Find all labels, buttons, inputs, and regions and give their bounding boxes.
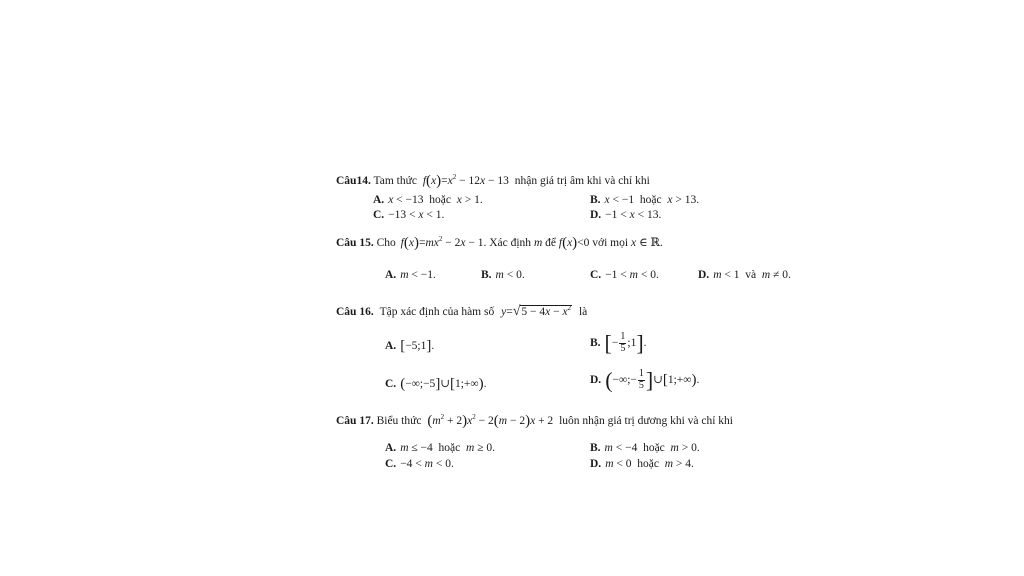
question-expression: $f(x)=x^2 - 12x - 13$ xyxy=(422,173,509,189)
option-text: −1 < m < 0. xyxy=(605,269,659,281)
question-stem: Biểu thức xyxy=(376,415,422,427)
option-key: B. xyxy=(590,336,601,349)
option-key: C. xyxy=(385,378,397,390)
option-key: D. xyxy=(590,209,602,221)
question-tail: là xyxy=(578,306,588,318)
option-c[interactable] xyxy=(373,209,444,221)
option-c[interactable] xyxy=(385,376,486,393)
question-label: Câu14. xyxy=(336,175,371,187)
question-17 xyxy=(336,413,733,430)
option-b[interactable] xyxy=(590,332,647,354)
option-text: (−∞;−5]∪[1;+∞). xyxy=(400,376,487,392)
question-stem: Tam thức xyxy=(373,175,417,187)
option-key: C. xyxy=(373,209,385,221)
question-15 xyxy=(336,235,663,252)
option-a[interactable] xyxy=(385,442,495,454)
question-tail: . Xác định m để f(x)<0 với mọi x ∈ ℝ. xyxy=(483,235,663,251)
option-c[interactable] xyxy=(590,269,659,281)
question-tail: luôn nhận giá trị dương khi và chỉ khi xyxy=(559,415,733,427)
option-text: m ≤ −4 hoặc m ≥ 0. xyxy=(400,442,496,454)
option-key: D. xyxy=(698,269,710,281)
option-text: −4 < m < 0. xyxy=(400,458,454,470)
option-d[interactable] xyxy=(590,369,699,391)
option-text: x < −13 hoặc x > 1. xyxy=(388,194,483,206)
question-14 xyxy=(336,173,650,190)
question-stem: Tập xác định của hàm số xyxy=(379,306,495,318)
option-text: m < 1 và m ≠ 0. xyxy=(713,269,791,281)
option-text: [−5;1]. xyxy=(400,338,435,354)
option-key: B. xyxy=(590,442,601,454)
option-text: m < 0 hoặc m > 4. xyxy=(605,458,694,470)
question-tail: nhận giá trị âm khi và chỉ khi xyxy=(514,175,650,187)
option-a[interactable] xyxy=(385,338,434,355)
option-key: B. xyxy=(481,269,492,281)
option-b[interactable] xyxy=(590,442,700,454)
option-c[interactable] xyxy=(385,458,454,470)
question-label: Câu 16. xyxy=(336,306,374,318)
option-key: D. xyxy=(590,373,602,386)
option-text: m < 0. xyxy=(495,269,525,281)
option-a[interactable] xyxy=(385,269,436,281)
option-text: [− $\frac{1}{5}$ ;1]. xyxy=(604,330,647,355)
option-text: (−∞;− $\frac{1}{5}$ ]∪[1;+∞). xyxy=(605,367,700,392)
option-key: A. xyxy=(373,194,385,206)
option-b[interactable] xyxy=(481,269,525,281)
option-text: m < −1. xyxy=(400,269,436,281)
option-d[interactable] xyxy=(590,458,694,470)
question-label: Câu 15. xyxy=(336,237,374,249)
option-text: x < −1 hoặc x > 13. xyxy=(604,194,700,206)
question-stem: Cho xyxy=(376,237,396,249)
option-key: A. xyxy=(385,442,397,454)
option-key: A. xyxy=(385,340,397,352)
question-expression: $y=√5 - 4x - x^2$ xyxy=(501,304,572,319)
option-d[interactable] xyxy=(590,209,661,221)
option-text: −13 < x < 1. xyxy=(388,209,445,221)
option-key: D. xyxy=(590,458,602,470)
option-text: −1 < x < 13. xyxy=(605,209,662,221)
option-d[interactable] xyxy=(698,269,791,281)
option-key: A. xyxy=(385,269,397,281)
option-b[interactable] xyxy=(590,194,699,206)
option-key: B. xyxy=(590,194,601,206)
option-key: C. xyxy=(385,458,397,470)
option-text: m < −4 hoặc m > 0. xyxy=(604,442,700,454)
question-label: Câu 17. xyxy=(336,415,374,427)
question-16 xyxy=(336,304,587,320)
option-a[interactable] xyxy=(373,194,483,206)
question-expression: $(m^2 + 2)x^2 - 2(m - 2)x + 2$ xyxy=(427,413,554,429)
question-expression: $f(x)=mx^2 - 2x - 1$ xyxy=(400,235,484,251)
option-key: C. xyxy=(590,269,602,281)
